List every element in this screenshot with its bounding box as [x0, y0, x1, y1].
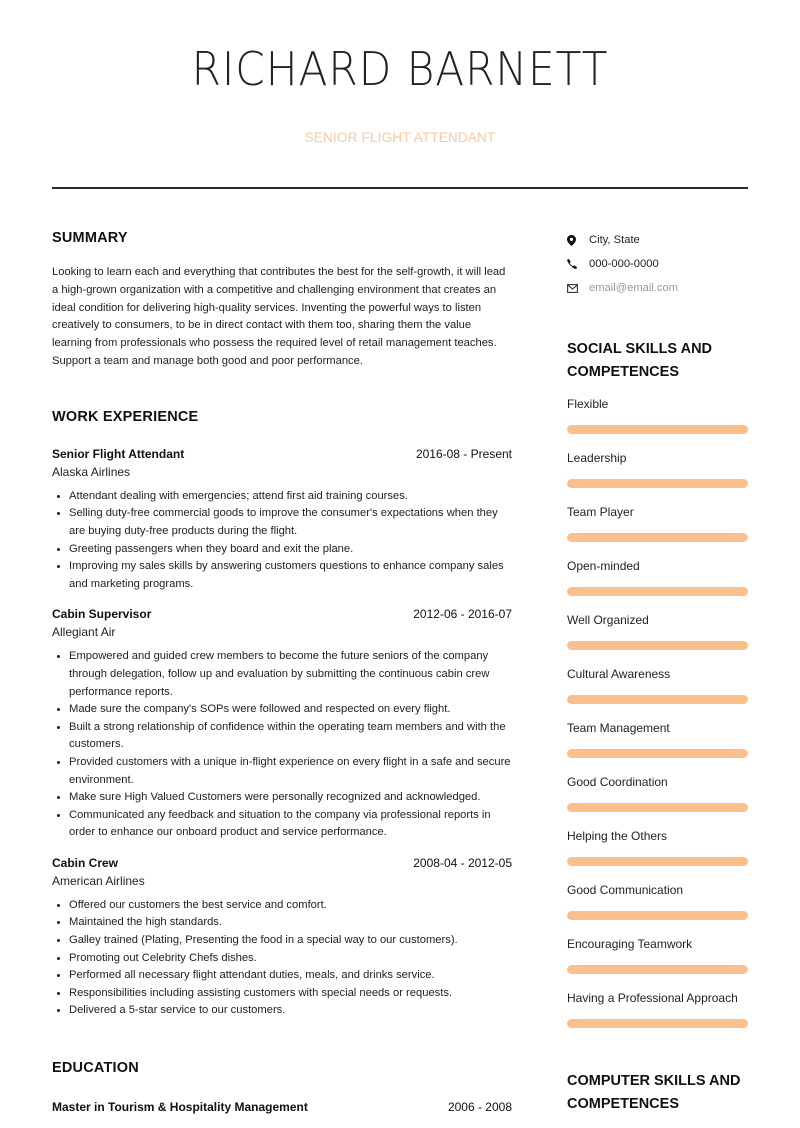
job-bullet: • Attendant dealing with emergencies; attend first aid training courses.: [69, 488, 512, 506]
skill-level-bar: [567, 479, 748, 488]
job-bullets: [52, 488, 512, 594]
skill-item: [567, 613, 749, 650]
skill-level-bar: [567, 911, 748, 920]
job-bullet: • Greeting passengers when they board and exit the plane.: [69, 541, 512, 559]
job-title: Cabin Crew: [52, 855, 119, 870]
skill-level-bar: [567, 695, 748, 704]
job-entry: [52, 607, 512, 842]
skill-level-bar: [567, 425, 748, 434]
contact-phone-text: 000-000-0000: [589, 258, 659, 270]
job-bullet: • Performed all necessary flight attendant duties, meals, and drinks service.: [69, 967, 512, 985]
contact-email[interactable]: [567, 276, 749, 300]
phone-icon: [567, 259, 589, 269]
job-header: [52, 856, 512, 870]
job-bullet: • Galley trained (Plating, Presenting the food in a special way to our customers).: [69, 932, 512, 950]
job-header: [52, 447, 512, 461]
skill-level-fill: [567, 641, 748, 650]
summary-text: Looking to learn each and everything that contributes the best for the self-growth, it will lead a high-grown organization with a competitive and challenging environment that creates an ideal condition for delivering high-quality services. Inventing the powerful ways to listen creatively to consumers, to be in direct contact with them too, sharing them the value learning from professionals who possess the required level of retail management teaches. Support a team and manage both good and poor performance.: [52, 266, 506, 367]
skill-item: [567, 451, 749, 488]
job-title: Cabin Supervisor: [52, 607, 152, 622]
computer-skills-heading: COMPUTER SKILLS AND COMPETENCES: [567, 1073, 741, 1112]
skill-label: Team Player: [567, 505, 634, 519]
skill-label: Encouraging Teamwork: [567, 937, 693, 951]
skill-item: [567, 829, 749, 866]
skill-level-bar: [567, 587, 748, 596]
job-bullet: • Responsibilities including assisting customers with special needs or requests.: [69, 985, 512, 1003]
social-skills-heading: SOCIAL SKILLS AND COMPETENCES: [567, 341, 713, 380]
skill-level-fill: [567, 1019, 748, 1028]
education-item: [52, 1100, 512, 1114]
job-entry: [52, 856, 512, 1020]
skill-label: Leadership: [567, 451, 627, 465]
job-bullet: • Improving my sales skills by answering customers questions to enhance company sales and marketing programs.: [69, 558, 512, 593]
job-date: 2008-04 - 2012-05: [413, 855, 512, 870]
summary-heading: SUMMARY: [52, 230, 128, 246]
skill-label: Helping the Others: [567, 829, 668, 843]
work-experience-section: [52, 409, 512, 1020]
contact-location: [567, 228, 749, 252]
education-degree: Master in Tourism & Hospitality Management: [52, 1100, 308, 1115]
job-bullet: • Made sure the company's SOPs were followed and respected on every flight.: [69, 701, 512, 719]
job-bullet: • Empowered and guided crew members to become the future seniors of the company through delegation, follow up and evaluation by submitting the continuous cabin crew performance reports.: [69, 648, 512, 701]
job-bullets: [52, 897, 512, 1020]
skill-item: [567, 397, 749, 434]
job-bullet: • Offered our customers the best service and comfort.: [69, 897, 512, 915]
header-divider: [52, 187, 748, 189]
job-title: Senior Flight Attendant: [52, 446, 185, 461]
job-bullet: • Communicated any feedback and situation to the company via professional reports in order to enhance our onboard product and service performance.: [69, 807, 512, 842]
job-date: 2016-08 - Present: [415, 446, 512, 461]
skill-level-bar: [567, 1019, 748, 1028]
sidebar-column: [567, 228, 749, 1115]
skill-level-bar: [567, 965, 748, 974]
main-column: [52, 230, 512, 1114]
skill-level-fill: [567, 425, 748, 434]
job-bullet: • Built a strong relationship of confidence within the operating team members and with the customers.: [69, 719, 512, 754]
job-company: Alaska Airlines: [52, 464, 131, 479]
skill-level-fill: [567, 479, 748, 488]
job-entry: [52, 447, 512, 594]
education-date: 2006 - 2008: [447, 1100, 512, 1115]
social-skills-list: [567, 397, 749, 1028]
skill-label: Good Coordination: [567, 775, 668, 789]
education-heading: EDUCATION: [52, 1060, 139, 1077]
skill-level-bar: [567, 857, 748, 866]
skill-item: [567, 667, 749, 704]
skill-item: [567, 775, 749, 812]
envelope-icon: [567, 284, 589, 293]
skill-item: [567, 559, 749, 596]
skill-item: [567, 883, 749, 920]
skill-level-fill: [567, 533, 748, 542]
skill-level-fill: [567, 965, 748, 974]
job-bullet: • Provided customers with a unique in-flight experience on every flight in a safe and secure environment.: [69, 754, 512, 789]
job-company: Allegiant Air: [52, 625, 116, 640]
job-company: American Airlines: [52, 873, 145, 888]
skill-label: Open-minded: [567, 559, 640, 573]
skill-level-bar: [567, 749, 748, 758]
skill-label: Cultural Awareness: [567, 667, 671, 681]
skill-level-fill: [567, 695, 748, 704]
job-bullet: • Delivered a 5-star service to our customers.: [69, 1002, 512, 1020]
skill-item: [567, 721, 749, 758]
skill-label: Flexible: [567, 397, 609, 411]
skill-level-bar: [567, 803, 748, 812]
skill-item: [567, 991, 749, 1028]
job-bullets: [52, 648, 512, 842]
contact-location-text: City, State: [589, 234, 640, 246]
job-bullet: • Selling duty-free commercial goods to improve the consumer's expectations when they are buying duty-free products during the flight.: [69, 505, 512, 540]
skill-level-fill: [567, 803, 748, 812]
job-bullet: • Promoting out Celebrity Chefs dishes.: [69, 950, 512, 968]
skill-level-fill: [567, 587, 748, 596]
skill-level-bar: [567, 533, 748, 542]
map-pin-icon: [567, 235, 589, 246]
contact-block: [567, 228, 749, 300]
job-bullet: • Maintained the high standards.: [69, 914, 512, 932]
candidate-name: RICHARD BARNETT: [191, 42, 609, 96]
skill-level-bar: [567, 641, 748, 650]
skill-level-fill: [567, 749, 748, 758]
job-list: [52, 447, 512, 1020]
job-header: [52, 607, 512, 621]
skill-item: [567, 505, 749, 542]
skill-label: Having a Professional Approach: [567, 991, 738, 1005]
education-section: [52, 1060, 512, 1114]
work-experience-heading: WORK EXPERIENCE: [52, 408, 199, 425]
job-bullet: • Make sure High Valued Customers were personally recognized and acknowledged.: [69, 789, 512, 807]
skill-level-fill: [567, 857, 748, 866]
skill-label: Team Management: [567, 721, 670, 735]
skill-item: [567, 937, 749, 974]
job-date: 2012-06 - 2016-07: [413, 607, 512, 622]
skill-level-fill: [567, 911, 748, 920]
summary-section: [52, 230, 512, 371]
skill-label: Good Communication: [567, 883, 684, 897]
candidate-title: SENIOR FLIGHT ATTENDANT: [304, 130, 496, 145]
skill-label: Well Organized: [567, 613, 649, 627]
contact-email-text[interactable]: email@email.com: [589, 282, 679, 294]
contact-phone: [567, 252, 749, 276]
